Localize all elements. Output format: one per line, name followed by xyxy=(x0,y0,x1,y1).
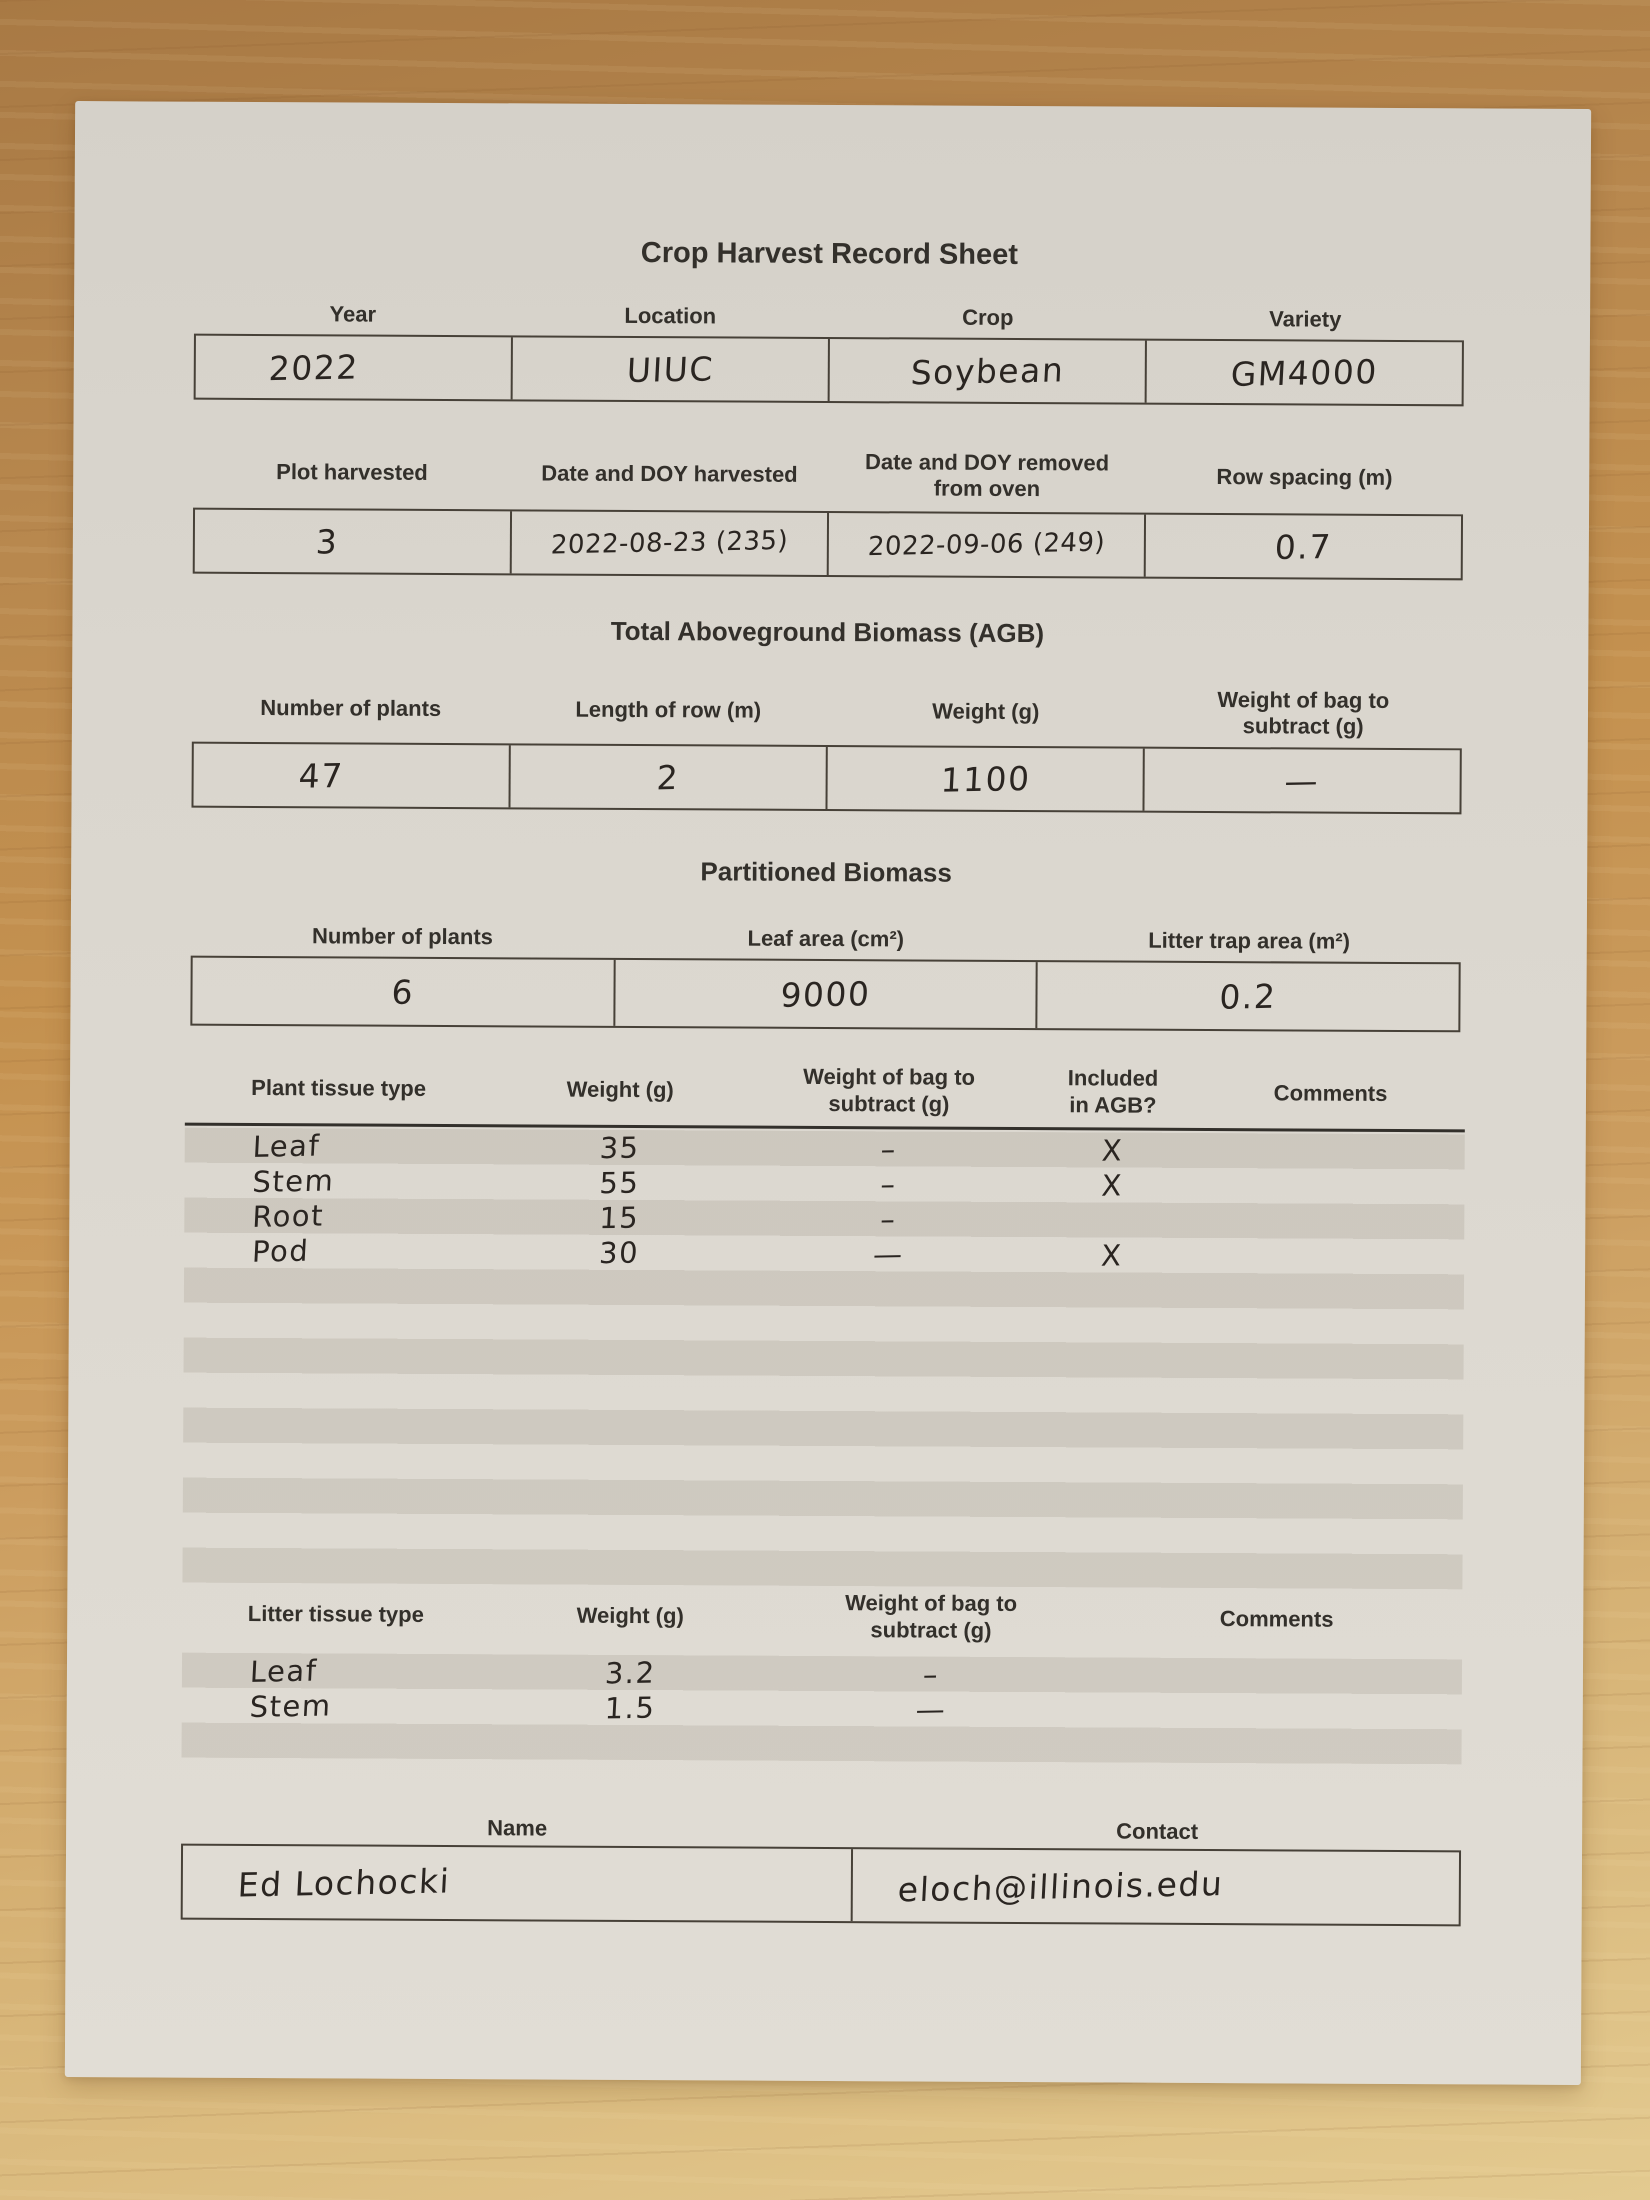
label-date-doy-harvested: Date and DOY harvested xyxy=(541,460,798,487)
name-value: Ed Lochocki xyxy=(236,1860,452,1905)
field-labels-row-2 xyxy=(193,440,1463,511)
field-values-row-1 xyxy=(194,334,1464,407)
contact-field xyxy=(853,1849,1459,1924)
litter-row-2-bag: — xyxy=(914,1691,947,1727)
agb-weight-value: 1100 xyxy=(939,758,1032,800)
col-included-in-agb: Included in AGB? xyxy=(1067,1065,1159,1118)
litter-trap-area-value: 0.2 xyxy=(1218,976,1278,1017)
part-number-of-plants-field xyxy=(192,958,613,1026)
litter-rows xyxy=(182,1653,1463,1765)
label-litter-trap-area: Litter trap area (m²) xyxy=(1148,927,1351,954)
date-doy-removed-oven-value: 2022-09-06 (249) xyxy=(866,527,1106,563)
name-field xyxy=(183,1846,853,1922)
footer-values-row xyxy=(181,1844,1461,1927)
label-location: Location xyxy=(624,302,717,329)
agb-labels-row xyxy=(192,678,1462,745)
litter-table-header xyxy=(182,1580,1462,1653)
label-variety: Variety xyxy=(1269,306,1342,332)
agb-number-of-plants-value: 47 xyxy=(297,755,345,796)
row-spacing-field xyxy=(1144,515,1461,579)
plant-row-1-tissue: Leaf xyxy=(251,1127,322,1164)
variety-value: GM4000 xyxy=(1229,351,1379,394)
field-labels-row-1 xyxy=(194,296,1464,339)
agb-length-of-row-field xyxy=(508,745,825,809)
label-date-doy-removed-oven: Date and DOY removed from oven xyxy=(864,449,1110,502)
plant-row-3-weight: 15 xyxy=(598,1200,641,1235)
col-litter-comments: Comments xyxy=(1219,1605,1334,1632)
agb-bag-weight-field xyxy=(1142,749,1459,813)
label-name: Name xyxy=(487,1815,548,1841)
row-spacing-value: 0.7 xyxy=(1273,526,1333,567)
litter-row-2-tissue: Stem xyxy=(248,1687,333,1724)
litter-trap-area-field xyxy=(1036,962,1459,1030)
plant-row-2-weight: 55 xyxy=(598,1165,641,1200)
col-litter-weight: Weight (g) xyxy=(576,1602,684,1628)
footer-labels-row xyxy=(181,1814,1461,1847)
plot-harvested-value: 3 xyxy=(315,521,340,562)
year-value: 2022 xyxy=(267,346,360,388)
variety-field xyxy=(1145,341,1462,405)
label-year: Year xyxy=(329,301,377,327)
crop-value: Soybean xyxy=(909,349,1066,392)
litter-row-1-bag: – xyxy=(921,1656,940,1692)
label-plot-harvested: Plot harvested xyxy=(276,459,428,485)
plant-row-2-agb-mark: X xyxy=(1100,1167,1125,1203)
plant-tissue-rows xyxy=(182,1128,1464,1590)
label-crop: Crop xyxy=(962,304,1014,330)
label-part-number-of-plants: Number of plants xyxy=(311,923,493,950)
plant-row-1-bag: – xyxy=(879,1131,898,1166)
col-plant-tissue-type: Plant tissue type xyxy=(251,1074,427,1101)
location-value: UIUC xyxy=(625,348,715,390)
col-plant-bag-weight: Weight of bag to subtract (g) xyxy=(803,1063,976,1117)
col-plant-comments: Comments xyxy=(1273,1079,1388,1106)
agb-length-of-row-value: 2 xyxy=(655,757,681,797)
label-row-spacing: Row spacing (m) xyxy=(1216,464,1393,490)
label-leaf-area: Leaf area (cm²) xyxy=(747,925,905,952)
label-agb-bag-weight: Weight of bag to subtract (g) xyxy=(1217,687,1390,739)
agb-values-row xyxy=(191,742,1461,815)
crop-harvest-record-sheet xyxy=(65,101,1591,2085)
leaf-area-field xyxy=(613,960,1036,1028)
partitioned-section-title: Partitioned Biomass xyxy=(700,856,952,888)
plot-harvested-field xyxy=(195,510,510,574)
table-row xyxy=(182,1688,1462,1730)
plant-row-2-tissue: Stem xyxy=(251,1162,336,1199)
agb-number-of-plants-field xyxy=(193,744,508,808)
litter-row-2-weight: 1.5 xyxy=(603,1689,656,1725)
year-field xyxy=(196,336,511,400)
plant-row-4-bag: — xyxy=(872,1236,905,1272)
partitioned-labels-row xyxy=(191,920,1461,959)
date-doy-removed-oven-field xyxy=(827,513,1144,577)
plant-row-1-agb-mark: X xyxy=(1101,1132,1125,1168)
plant-row-2-bag: – xyxy=(879,1166,898,1201)
col-litter-bag-weight: Weight of bag to subtract (g) xyxy=(845,1590,1018,1643)
litter-row-1-weight: 3.2 xyxy=(603,1654,657,1690)
leaf-area-value: 9000 xyxy=(779,973,872,1015)
label-agb-weight: Weight (g) xyxy=(932,698,1040,725)
agb-bag-weight-value: — xyxy=(1283,760,1321,801)
table-row xyxy=(184,1233,1464,1275)
partitioned-values-row xyxy=(190,956,1460,1033)
agb-weight-field xyxy=(825,747,1142,811)
contact-value: eloch@illinois.edu xyxy=(896,1863,1225,1909)
plant-row-1-weight: 35 xyxy=(599,1130,641,1165)
litter-row-1-tissue: Leaf xyxy=(249,1652,319,1689)
crop-field xyxy=(828,339,1145,403)
plant-row-4-weight: 30 xyxy=(598,1235,641,1270)
plant-row-3-tissue: Root xyxy=(251,1197,325,1234)
form-title: Crop Harvest Record Sheet xyxy=(640,237,1019,271)
col-plant-weight: Weight (g) xyxy=(566,1076,674,1102)
plant-row-4-agb-mark: X xyxy=(1100,1237,1124,1273)
date-doy-harvested-field xyxy=(510,511,827,575)
agb-section-title: Total Aboveground Biomass (AGB) xyxy=(610,615,1045,649)
plant-row-3-bag: – xyxy=(879,1201,898,1236)
col-litter-tissue-type: Litter tissue type xyxy=(247,1600,424,1627)
label-agb-number-of-plants: Number of plants xyxy=(260,695,442,721)
date-doy-harvested-value: 2022-08-23 (235) xyxy=(549,525,789,561)
field-values-row-2 xyxy=(193,508,1463,581)
plant-tissue-table-header xyxy=(185,1054,1465,1127)
label-agb-length-of-row: Length of row (m) xyxy=(575,696,762,723)
plant-row-4-tissue: Pod xyxy=(251,1233,311,1269)
label-contact: Contact xyxy=(1116,1818,1199,1844)
location-field xyxy=(511,337,828,401)
part-number-of-plants-value: 6 xyxy=(390,972,416,1012)
